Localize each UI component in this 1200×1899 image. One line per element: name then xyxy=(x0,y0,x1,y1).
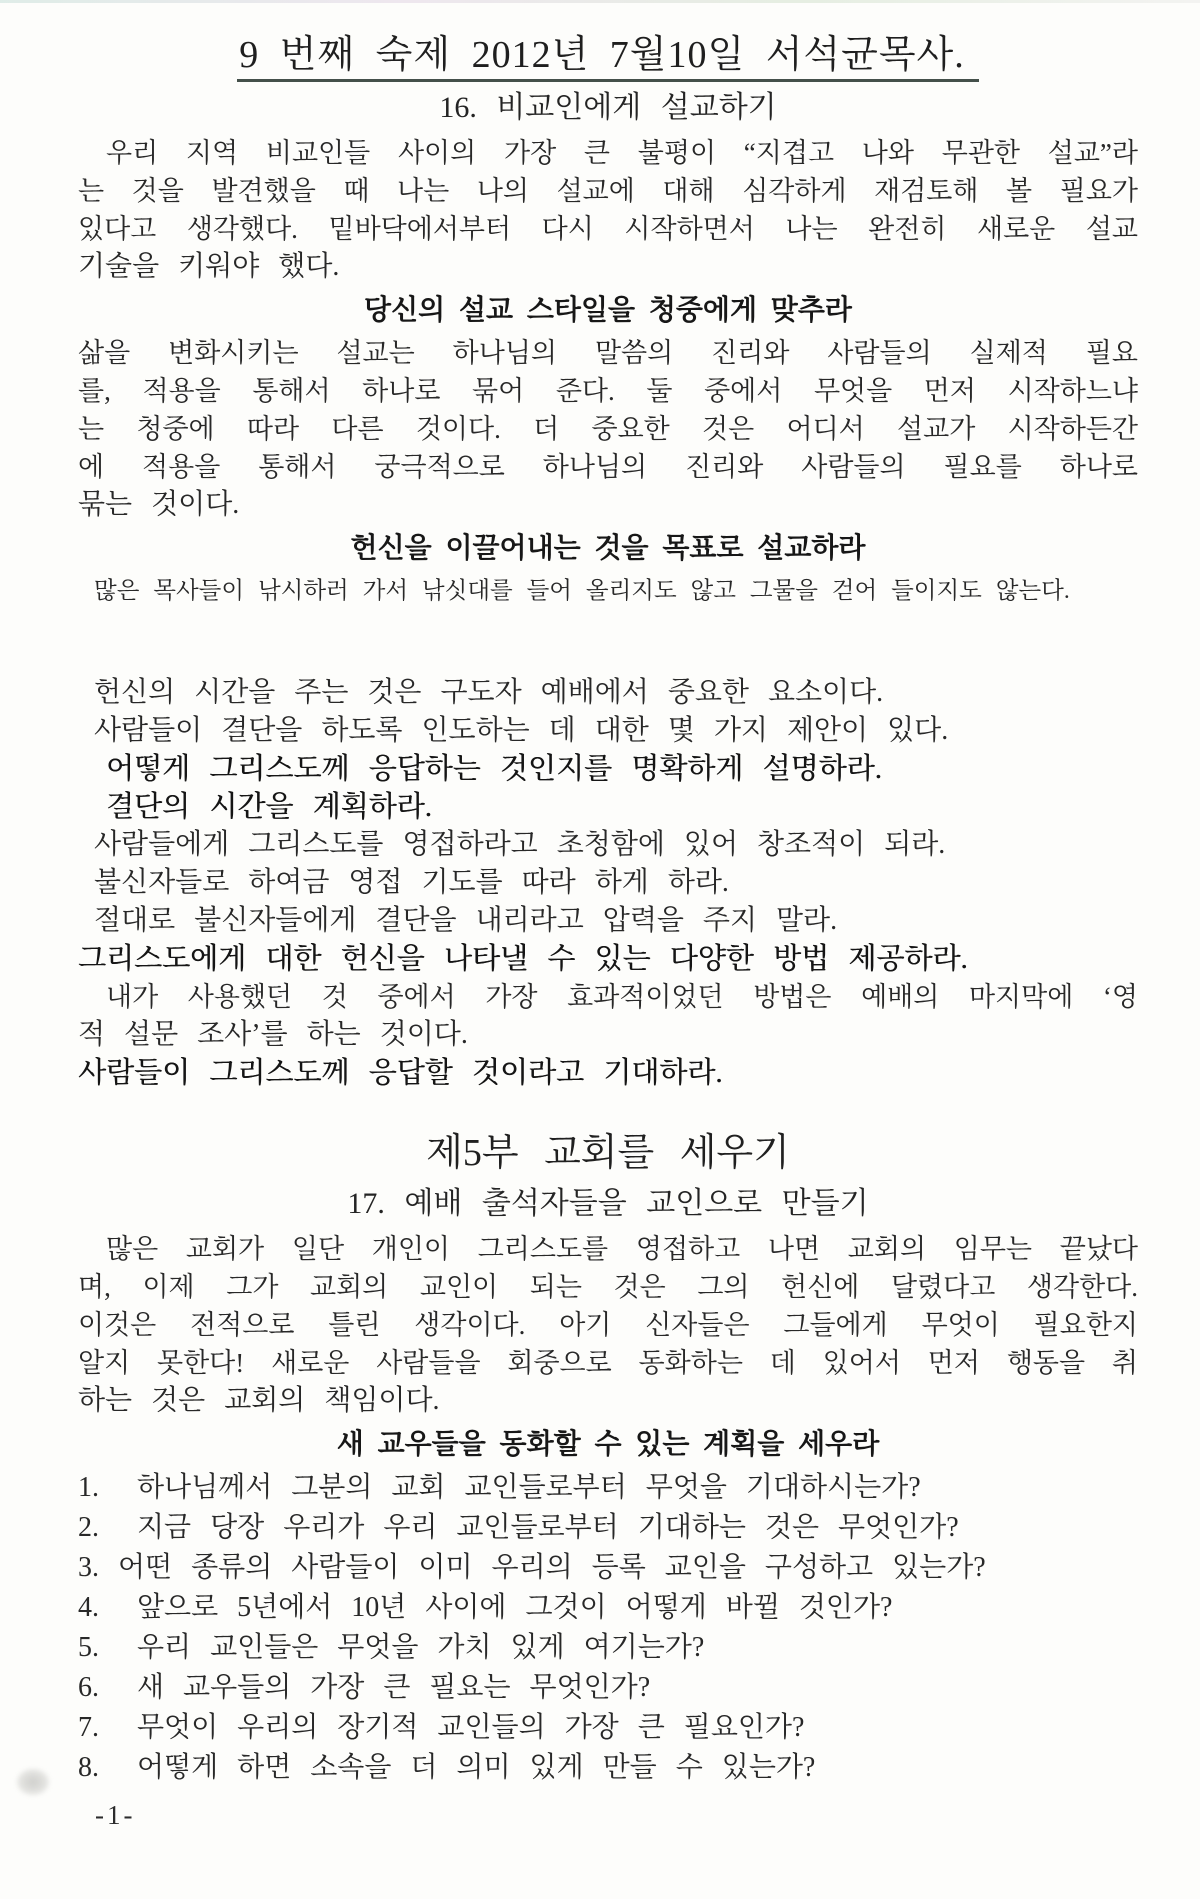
text-line: 그리스도에게 대한 헌신을 나타낼 수 있는 다양한 방법 제공하라. xyxy=(78,943,968,975)
paragraph xyxy=(78,1230,1138,1420)
text-line: 적 설문 조사’를 하는 것이다. xyxy=(78,1019,468,1050)
spacer xyxy=(78,1092,1138,1128)
text-line: 삶을 변화시키는 설교는 하나님의 말씀의 진리와 사람들의 실제적 필요 xyxy=(78,338,1138,368)
text-line: 는 청중에 따라 다른 것이다. 더 중요한 것은 어디서 설교가 시작하든간 xyxy=(78,414,1138,444)
text-line: 를, 적용을 통해서 하나로 묶어 준다. 둘 중에서 무엇을 먼저 시작하느냐 xyxy=(78,376,1138,406)
part-title: 제5부 교회를 세우기 xyxy=(426,1132,790,1174)
text-line: 사람들이 결단을 하도록 인도하는 데 대한 몇 가지 제안이 있다. xyxy=(94,715,949,746)
text-line: 우리 지역 비교인들 사이의 가장 큰 불평이 “지겹고 나와 무관한 설교”라 xyxy=(106,138,1138,168)
list-item: 1. 하나님께서 그분의 교회 교인들로부터 무엇을 기대하시는가? xyxy=(78,1472,921,1503)
list-item: 5. 우리 교인들은 무엇을 가치 있게 여기는가? xyxy=(78,1632,705,1663)
text-line: 내가 사용했던 것 중에서 가장 효과적이었던 방법은 예배의 마지막에 ‘영 xyxy=(106,982,1138,1012)
scan-artifact xyxy=(16,1768,50,1796)
paragraph xyxy=(78,134,1138,286)
text-line: 있다고 생각했다. 밑바닥에서부터 다시 시작하면서 나는 완전히 새로운 설교 xyxy=(78,214,1138,244)
text-line: 묶는 것이다. xyxy=(78,489,240,520)
text-line: 기술을 키워야 했다. xyxy=(78,251,340,282)
section-heading: 헌신을 이끌어내는 것을 목표로 설교하라 xyxy=(350,532,866,563)
page-number-footer: -1- xyxy=(95,1800,136,1830)
text-line: 헌신의 시간을 주는 것은 구도자 예배에서 중요한 요소이다. xyxy=(94,677,884,708)
paragraph xyxy=(78,334,1138,524)
text-line: 결단의 시간을 계획하라. xyxy=(106,791,432,823)
document-title-text: 9 번째 숙제 2012년 7월10일 서석균목사. xyxy=(237,34,979,82)
section-heading: 당신의 설교 스타일을 청중에게 맞추라 xyxy=(364,294,852,325)
scan-edge-artifact xyxy=(0,0,1200,3)
section-title: 17. 예배 출석자들을 교인으로 만들기 xyxy=(347,1187,869,1220)
list-item: 4. 앞으로 5년에서 10년 사이에 그것이 어떻게 바뀔 것인가? xyxy=(78,1592,893,1623)
text-line: 많은 교회가 일단 개인이 그리스도를 영접하고 나면 교회의 임무는 끝났다 xyxy=(106,1234,1138,1264)
spacer xyxy=(78,610,1138,674)
text-line: 어떻게 그리스도께 응답하는 것인지를 명확하게 설명하라. xyxy=(106,753,882,785)
document-body xyxy=(78,88,1138,1788)
paragraph xyxy=(78,978,1138,1054)
question-list xyxy=(78,1468,1138,1788)
text-line: 이것은 전적으로 틀린 생각이다. 아기 신자들은 그들에게 무엇이 필요한지 xyxy=(78,1310,1138,1340)
text-line: 에 적용을 통해서 궁극적으로 하나님의 진리와 사람들의 필요를 하나로 xyxy=(78,452,1138,482)
text-line: 하는 것은 교회의 책임이다. xyxy=(78,1385,440,1416)
list-item: 2. 지금 당장 우리가 우리 교인들로부터 기대하는 것은 무엇인가? xyxy=(78,1512,959,1543)
list-item: 8. 어떻게 하면 소속을 더 의미 있게 만들 수 있는가? xyxy=(78,1752,816,1783)
document-title xyxy=(78,30,1138,80)
list-item: 6. 새 교우들의 가장 큰 필요는 무엇인가? xyxy=(78,1672,651,1703)
text-line: 절대로 불신자들에게 결단을 내리라고 압력을 주지 말라. xyxy=(94,905,838,936)
text-line: 는 것을 발견했을 때 나는 나의 설교에 대해 심각하게 재검토해 볼 필요가 xyxy=(78,176,1138,206)
list-item: 3. 어떤 종류의 사람들이 이미 우리의 등록 교인을 구성하고 있는가? xyxy=(78,1552,986,1583)
text-line: 알지 못한다! 새로운 사람들을 회중으로 동화하는 데 있어서 먼저 행동을 취 xyxy=(78,1348,1138,1378)
section-title: 16. 비교인에게 설교하기 xyxy=(439,91,777,124)
text-line: 사람들에게 그리스도를 영접하라고 초청함에 있어 창조적이 되라. xyxy=(94,829,946,860)
text-line: 불신자들로 하여금 영접 기도를 따라 하게 하라. xyxy=(94,867,729,898)
text-line-small: 많은 목사들이 낚시하러 가서 낚싯대를 들어 올리지도 않고 그물을 걷어 들이지도 않는다. xyxy=(94,578,1070,604)
section-heading: 새 교우들을 동화할 수 있는 계획을 세우라 xyxy=(336,1428,880,1459)
list-item: 7. 무엇이 우리의 장기적 교인들의 가장 큰 필요인가? xyxy=(78,1712,805,1743)
text-line: 사람들이 그리스도께 응답할 것이라고 기대하라. xyxy=(78,1057,723,1089)
text-line: 며, 이제 그가 교회의 교인이 되는 것은 그의 헌신에 달렸다고 생각한다. xyxy=(78,1272,1138,1302)
